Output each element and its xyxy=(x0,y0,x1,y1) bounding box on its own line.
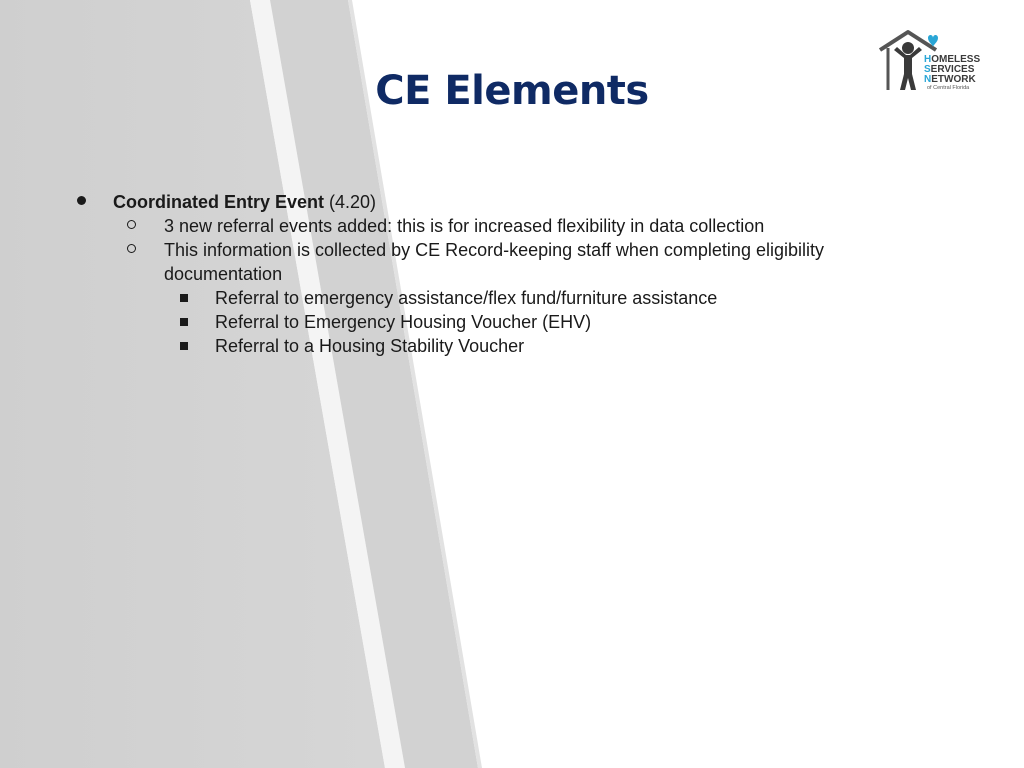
bullet-square-icon xyxy=(180,294,188,302)
organization-logo xyxy=(876,28,996,94)
item-suffix: (4.20) xyxy=(324,192,377,212)
list-item-level1 xyxy=(113,190,376,214)
item-heading: Coordinated Entry Event xyxy=(113,192,325,212)
list-item-level2-continuation: documentation xyxy=(164,264,283,284)
list-item-level2: This information is collected by CE Record-keeping staff when completing eligibility xyxy=(164,240,824,260)
slide-title: CE Elements xyxy=(375,68,649,114)
list-item-level2: 3 new referral events added: this is for increased flexibility in data collection xyxy=(164,216,765,236)
bullet-dot-icon xyxy=(77,196,86,205)
bullet-circle-icon xyxy=(127,244,136,253)
logo-wordmark: HOMELESS SERVICES NETWORK of Central Florida xyxy=(924,54,981,91)
list-item-level3: Referral to a Housing Stability Voucher xyxy=(215,336,525,356)
bullet-square-icon xyxy=(180,342,188,350)
list-item-level3: Referral to emergency assistance/flex fund/furniture assistance xyxy=(215,288,718,308)
list-item-level3: Referral to Emergency Housing Voucher (EHV) xyxy=(215,312,592,332)
bullet-circle-icon xyxy=(127,220,136,229)
bullet-square-icon xyxy=(180,318,188,326)
